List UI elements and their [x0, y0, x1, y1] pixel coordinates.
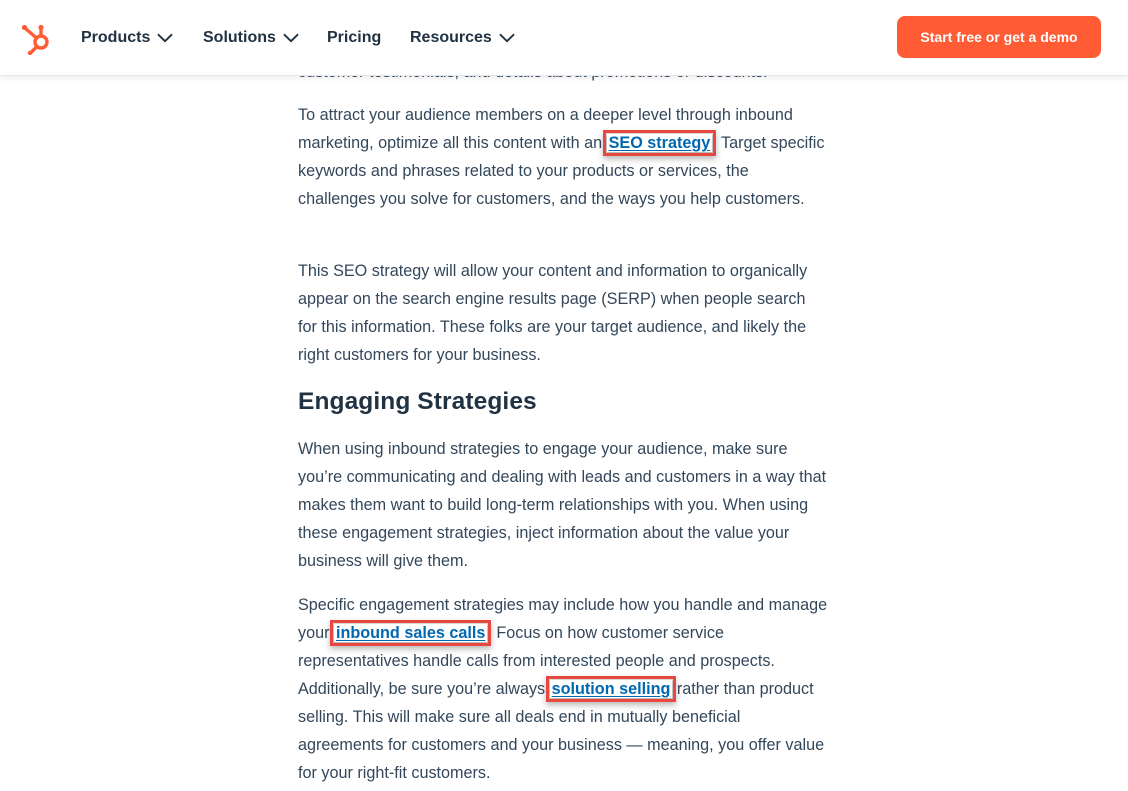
top-nav [0, 0, 1128, 76]
start-free-demo-button[interactable]: Start free or get a demo [897, 16, 1101, 58]
engagement-text-start: Specific engagement strategies may include how you handle and manage your [298, 596, 828, 642]
nav-solutions-label: Solutions [203, 29, 276, 46]
seo-paragraph-text-start: To attract your audience members on a deeper level through inbound marketing, optimize all this content with an [298, 106, 793, 152]
chevron-down-icon [283, 33, 299, 43]
chevron-down-icon [499, 33, 515, 43]
engage-paragraph: When using inbound strategies to engage your audience, make sure you’re communicating and dealing with leads and customers in a way that makes them want to build long-term relationships with you. When using these engagement strategies, inject information about the value your business will give them. [298, 440, 827, 570]
nav-products-label: Products [81, 29, 151, 46]
engagement-text-end: rather than product selling. This will make sure all deals end in mutually beneficial agreements for customers and your business — meaning, you offer value for your right-fit customers. [298, 680, 825, 782]
inbound-sales-calls-link[interactable]: inbound sales calls [336, 624, 486, 642]
hubspot-logo-icon[interactable] [20, 21, 54, 55]
nav-products[interactable] [81, 24, 173, 52]
section-heading: Engaging Strategies [298, 388, 537, 415]
nav-resources-label: Resources [410, 29, 492, 46]
solution-selling-link[interactable]: solution selling [551, 680, 671, 698]
engagement-strategies-paragraph [298, 591, 828, 787]
nav-resources[interactable] [410, 24, 515, 52]
serp-paragraph: This SEO strategy will allow your content and information to organically appear on the search engine results page (SERP) when people search for this information. These folks are your target audience, and likely the right customers for your business. [298, 262, 808, 364]
seo-paragraph-text-end: . Target specific keywords and phrases related to your products or services, the challenges you solve for customers, and the ways you help customers. [298, 134, 825, 208]
nav-solutions[interactable] [203, 24, 299, 52]
engagement-text-middle: . Focus on how customer service representatives handle calls from interested people and prospects. Additionally, be sure you’re always [298, 624, 775, 698]
chevron-down-icon [157, 33, 173, 43]
seo-strategy-link[interactable]: SEO strategy [608, 134, 711, 152]
nav-pricing-label: Pricing [327, 29, 382, 46]
seo-paragraph [298, 101, 828, 213]
nav-pricing[interactable] [327, 24, 381, 52]
